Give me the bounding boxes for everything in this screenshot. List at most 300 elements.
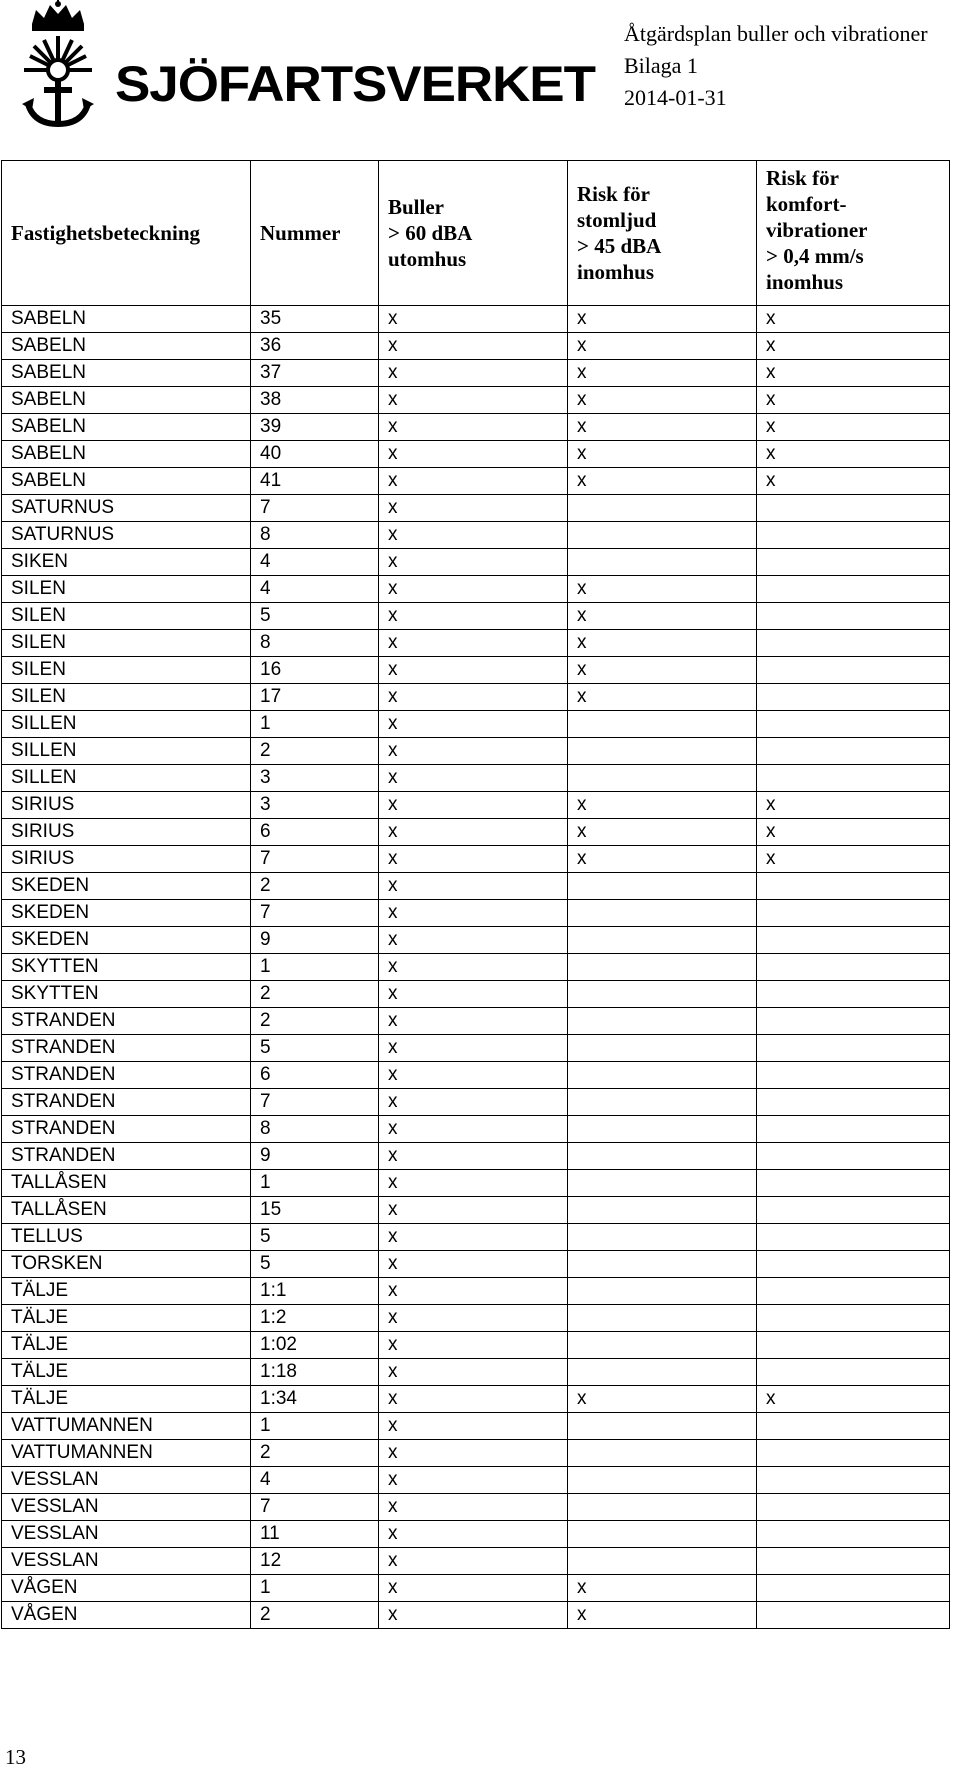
table-row: [2, 1521, 950, 1548]
cell-number: 39: [251, 414, 379, 441]
cell-structure-borne-noise-risk: [568, 765, 757, 792]
cell-comfort-vibration-risk: [757, 711, 950, 738]
table-row: [2, 1170, 950, 1197]
cell-comfort-vibration-risk: x: [757, 387, 950, 414]
cell-noise-outdoor: x: [379, 549, 568, 576]
cell-number: 7: [251, 846, 379, 873]
cell-property-designation: SABELN: [2, 333, 251, 360]
cell-noise-outdoor: x: [379, 846, 568, 873]
cell-structure-borne-noise-risk: [568, 1548, 757, 1575]
cell-comfort-vibration-risk: [757, 1035, 950, 1062]
table-row: [2, 630, 950, 657]
cell-structure-borne-noise-risk: x: [568, 603, 757, 630]
cell-property-designation: VESSLAN: [2, 1467, 251, 1494]
cell-structure-borne-noise-risk: [568, 1467, 757, 1494]
cell-number: 2: [251, 1008, 379, 1035]
table-row: [2, 900, 950, 927]
cell-comfort-vibration-risk: [757, 1359, 950, 1386]
cell-comfort-vibration-risk: x: [757, 846, 950, 873]
column-header-line: utomhus: [388, 247, 467, 271]
cell-number: 1: [251, 1170, 379, 1197]
cell-property-designation: SILEN: [2, 603, 251, 630]
cell-noise-outdoor: x: [379, 1602, 568, 1629]
cell-structure-borne-noise-risk: [568, 549, 757, 576]
column-header-comfort-vibration-risk: [757, 161, 950, 306]
cell-noise-outdoor: x: [379, 1062, 568, 1089]
cell-property-designation: TÄLJE: [2, 1386, 251, 1413]
cell-noise-outdoor: x: [379, 1386, 568, 1413]
document-date: 2014-01-31: [624, 85, 727, 110]
cell-noise-outdoor: x: [379, 1575, 568, 1602]
cell-property-designation: SILLEN: [2, 738, 251, 765]
cell-property-designation: SABELN: [2, 414, 251, 441]
cell-structure-borne-noise-risk: [568, 954, 757, 981]
cell-property-designation: SABELN: [2, 468, 251, 495]
table-row: [2, 738, 950, 765]
cell-property-designation: STRANDEN: [2, 1008, 251, 1035]
table-row: [2, 468, 950, 495]
cell-property-designation: SABELN: [2, 387, 251, 414]
cell-number: 2: [251, 981, 379, 1008]
table-row: [2, 1548, 950, 1575]
cell-property-designation: VESSLAN: [2, 1494, 251, 1521]
property-table: [1, 160, 950, 1629]
cell-structure-borne-noise-risk: [568, 1008, 757, 1035]
cell-noise-outdoor: x: [379, 1035, 568, 1062]
cell-noise-outdoor: x: [379, 1224, 568, 1251]
cell-property-designation: STRANDEN: [2, 1089, 251, 1116]
cell-number: 4: [251, 1467, 379, 1494]
org-name: SJÖFARTSVERKET: [115, 56, 595, 112]
cell-structure-borne-noise-risk: [568, 1143, 757, 1170]
cell-noise-outdoor: x: [379, 873, 568, 900]
table-row: [2, 1278, 950, 1305]
cell-number: 12: [251, 1548, 379, 1575]
crown-anchor-emblem-icon: [10, 0, 110, 130]
cell-noise-outdoor: x: [379, 576, 568, 603]
cell-structure-borne-noise-risk: [568, 1413, 757, 1440]
cell-structure-borne-noise-risk: [568, 900, 757, 927]
cell-comfort-vibration-risk: [757, 495, 950, 522]
table-row: [2, 819, 950, 846]
cell-number: 7: [251, 1494, 379, 1521]
cell-noise-outdoor: x: [379, 414, 568, 441]
cell-structure-borne-noise-risk: [568, 522, 757, 549]
cell-noise-outdoor: x: [379, 1143, 568, 1170]
cell-number: 1: [251, 954, 379, 981]
cell-property-designation: SKEDEN: [2, 873, 251, 900]
cell-comfort-vibration-risk: [757, 900, 950, 927]
cell-property-designation: SILLEN: [2, 765, 251, 792]
cell-comfort-vibration-risk: [757, 1170, 950, 1197]
cell-comfort-vibration-risk: [757, 1224, 950, 1251]
cell-number: 2: [251, 1440, 379, 1467]
cell-structure-borne-noise-risk: x: [568, 360, 757, 387]
cell-number: 3: [251, 765, 379, 792]
table-row: [2, 1089, 950, 1116]
cell-structure-borne-noise-risk: [568, 1278, 757, 1305]
table-row: [2, 927, 950, 954]
cell-property-designation: TÄLJE: [2, 1278, 251, 1305]
cell-number: 2: [251, 1602, 379, 1629]
cell-noise-outdoor: x: [379, 1413, 568, 1440]
document-title: Åtgärdsplan buller och vibrationer: [624, 21, 928, 46]
table-row: [2, 711, 950, 738]
cell-structure-borne-noise-risk: x: [568, 657, 757, 684]
cell-noise-outdoor: x: [379, 441, 568, 468]
cell-noise-outdoor: x: [379, 927, 568, 954]
table-row: [2, 1143, 950, 1170]
table-row: [2, 441, 950, 468]
cell-comfort-vibration-risk: [757, 657, 950, 684]
cell-structure-borne-noise-risk: [568, 1224, 757, 1251]
cell-number: 4: [251, 549, 379, 576]
cell-number: 2: [251, 873, 379, 900]
table-row: [2, 954, 950, 981]
cell-comfort-vibration-risk: [757, 630, 950, 657]
cell-comfort-vibration-risk: x: [757, 333, 950, 360]
cell-comfort-vibration-risk: [757, 873, 950, 900]
cell-structure-borne-noise-risk: x: [568, 387, 757, 414]
cell-property-designation: SILEN: [2, 684, 251, 711]
cell-structure-borne-noise-risk: x: [568, 414, 757, 441]
column-header-property-designation: [2, 161, 251, 306]
table-row: [2, 414, 950, 441]
cell-comfort-vibration-risk: [757, 1440, 950, 1467]
table-row: [2, 360, 950, 387]
cell-structure-borne-noise-risk: [568, 1170, 757, 1197]
cell-property-designation: SILEN: [2, 630, 251, 657]
column-header-line: Risk för: [577, 182, 650, 206]
cell-comfort-vibration-risk: [757, 1548, 950, 1575]
table-row: [2, 306, 950, 333]
column-header-line: vibrationer: [766, 218, 868, 242]
cell-property-designation: SATURNUS: [2, 522, 251, 549]
cell-noise-outdoor: x: [379, 1440, 568, 1467]
cell-number: 3: [251, 792, 379, 819]
cell-noise-outdoor: x: [379, 981, 568, 1008]
column-header-line: inomhus: [766, 270, 844, 294]
cell-comfort-vibration-risk: x: [757, 792, 950, 819]
cell-noise-outdoor: x: [379, 1197, 568, 1224]
cell-property-designation: TORSKEN: [2, 1251, 251, 1278]
cell-noise-outdoor: x: [379, 1494, 568, 1521]
cell-number: 7: [251, 900, 379, 927]
column-header-noise-outdoor: [379, 161, 568, 306]
table-row: [2, 1062, 950, 1089]
cell-property-designation: TÄLJE: [2, 1332, 251, 1359]
cell-property-designation: SABELN: [2, 360, 251, 387]
table-row: [2, 1251, 950, 1278]
cell-number: 9: [251, 1143, 379, 1170]
cell-comfort-vibration-risk: [757, 954, 950, 981]
cell-noise-outdoor: x: [379, 819, 568, 846]
cell-structure-borne-noise-risk: [568, 1305, 757, 1332]
table-row: [2, 1575, 950, 1602]
cell-property-designation: VESSLAN: [2, 1521, 251, 1548]
cell-structure-borne-noise-risk: x: [568, 684, 757, 711]
cell-property-designation: STRANDEN: [2, 1035, 251, 1062]
cell-noise-outdoor: x: [379, 1521, 568, 1548]
cell-comfort-vibration-risk: [757, 1197, 950, 1224]
cell-structure-borne-noise-risk: [568, 981, 757, 1008]
table-row: [2, 1116, 950, 1143]
cell-property-designation: TÄLJE: [2, 1305, 251, 1332]
cell-property-designation: VATTUMANNEN: [2, 1413, 251, 1440]
cell-noise-outdoor: x: [379, 1332, 568, 1359]
column-header-line: stomljud: [577, 208, 657, 232]
cell-comfort-vibration-risk: [757, 1575, 950, 1602]
cell-structure-borne-noise-risk: [568, 711, 757, 738]
cell-property-designation: SKEDEN: [2, 900, 251, 927]
cell-comfort-vibration-risk: [757, 1413, 950, 1440]
cell-comfort-vibration-risk: x: [757, 1386, 950, 1413]
cell-noise-outdoor: x: [379, 1359, 568, 1386]
table-row: [2, 1602, 950, 1629]
cell-noise-outdoor: x: [379, 630, 568, 657]
cell-comfort-vibration-risk: [757, 1089, 950, 1116]
cell-property-designation: VÅGEN: [2, 1575, 251, 1602]
cell-comfort-vibration-risk: [757, 549, 950, 576]
cell-number: 15: [251, 1197, 379, 1224]
table-row: [2, 387, 950, 414]
table-row: [2, 333, 950, 360]
cell-property-designation: TÄLJE: [2, 1359, 251, 1386]
table-row: [2, 846, 950, 873]
cell-comfort-vibration-risk: [757, 1143, 950, 1170]
cell-noise-outdoor: x: [379, 711, 568, 738]
cell-number: 1: [251, 711, 379, 738]
cell-comfort-vibration-risk: [757, 1467, 950, 1494]
cell-number: 2: [251, 738, 379, 765]
cell-property-designation: SILLEN: [2, 711, 251, 738]
cell-noise-outdoor: x: [379, 387, 568, 414]
cell-structure-borne-noise-risk: x: [568, 792, 757, 819]
document-header: [624, 18, 928, 114]
cell-number: 17: [251, 684, 379, 711]
cell-comfort-vibration-risk: [757, 738, 950, 765]
cell-property-designation: SKYTTEN: [2, 954, 251, 981]
cell-property-designation: TALLÅSEN: [2, 1197, 251, 1224]
column-header-line: inomhus: [577, 260, 655, 284]
cell-noise-outdoor: x: [379, 765, 568, 792]
table-row: [2, 792, 950, 819]
table-header-row: [2, 161, 950, 306]
cell-comfort-vibration-risk: [757, 603, 950, 630]
column-header-line: > 0,4 mm/s: [766, 244, 864, 268]
cell-comfort-vibration-risk: x: [757, 414, 950, 441]
cell-noise-outdoor: x: [379, 684, 568, 711]
cell-property-designation: SKEDEN: [2, 927, 251, 954]
cell-noise-outdoor: x: [379, 495, 568, 522]
cell-comfort-vibration-risk: [757, 1602, 950, 1629]
cell-property-designation: VÅGEN: [2, 1602, 251, 1629]
cell-number: 1: [251, 1413, 379, 1440]
table-row: [2, 522, 950, 549]
column-header-line: Fastighetsbeteckning: [11, 221, 200, 245]
table-row: [2, 657, 950, 684]
cell-number: 8: [251, 522, 379, 549]
cell-property-designation: SABELN: [2, 441, 251, 468]
table-row: [2, 576, 950, 603]
cell-structure-borne-noise-risk: x: [568, 1575, 757, 1602]
column-header-structure-borne-noise-risk: [568, 161, 757, 306]
cell-number: 4: [251, 576, 379, 603]
cell-number: 37: [251, 360, 379, 387]
cell-noise-outdoor: x: [379, 1251, 568, 1278]
column-header-line: > 45 dBA: [577, 234, 662, 258]
cell-structure-borne-noise-risk: x: [568, 1602, 757, 1629]
cell-structure-borne-noise-risk: [568, 1062, 757, 1089]
cell-property-designation: SABELN: [2, 306, 251, 333]
column-header-line: Buller: [388, 195, 444, 219]
cell-property-designation: SIRIUS: [2, 819, 251, 846]
cell-comfort-vibration-risk: [757, 981, 950, 1008]
cell-property-designation: STRANDEN: [2, 1062, 251, 1089]
cell-number: 6: [251, 1062, 379, 1089]
cell-noise-outdoor: x: [379, 1278, 568, 1305]
cell-number: 1: [251, 1575, 379, 1602]
cell-number: 6: [251, 819, 379, 846]
cell-comfort-vibration-risk: [757, 1008, 950, 1035]
cell-property-designation: TELLUS: [2, 1224, 251, 1251]
cell-number: 9: [251, 927, 379, 954]
table-row: [2, 1467, 950, 1494]
cell-structure-borne-noise-risk: [568, 1035, 757, 1062]
table-row: [2, 1440, 950, 1467]
cell-number: 1:34: [251, 1386, 379, 1413]
cell-number: 35: [251, 306, 379, 333]
column-header-line: Nummer: [260, 221, 341, 245]
cell-number: 5: [251, 1251, 379, 1278]
cell-comfort-vibration-risk: [757, 1251, 950, 1278]
cell-property-designation: SKYTTEN: [2, 981, 251, 1008]
cell-number: 11: [251, 1521, 379, 1548]
cell-number: 5: [251, 1224, 379, 1251]
cell-structure-borne-noise-risk: x: [568, 306, 757, 333]
table-row: [2, 1305, 950, 1332]
cell-noise-outdoor: x: [379, 1305, 568, 1332]
cell-comfort-vibration-risk: [757, 1332, 950, 1359]
cell-noise-outdoor: x: [379, 360, 568, 387]
appendix-label: Bilaga 1: [624, 53, 698, 78]
cell-structure-borne-noise-risk: [568, 1332, 757, 1359]
page-number: 13: [5, 1745, 26, 1769]
cell-structure-borne-noise-risk: x: [568, 441, 757, 468]
cell-comfort-vibration-risk: x: [757, 468, 950, 495]
cell-property-designation: VATTUMANNEN: [2, 1440, 251, 1467]
cell-comfort-vibration-risk: [757, 1116, 950, 1143]
cell-comfort-vibration-risk: [757, 765, 950, 792]
cell-structure-borne-noise-risk: x: [568, 1386, 757, 1413]
cell-property-designation: SATURNUS: [2, 495, 251, 522]
cell-property-designation: SIKEN: [2, 549, 251, 576]
cell-noise-outdoor: x: [379, 738, 568, 765]
cell-number: 5: [251, 1035, 379, 1062]
cell-number: 1:1: [251, 1278, 379, 1305]
table-row: [2, 981, 950, 1008]
table-row: [2, 1197, 950, 1224]
cell-structure-borne-noise-risk: [568, 1089, 757, 1116]
table-row: [2, 1332, 950, 1359]
table-row: [2, 495, 950, 522]
table-row: [2, 1413, 950, 1440]
cell-comfort-vibration-risk: [757, 1062, 950, 1089]
cell-structure-borne-noise-risk: [568, 1251, 757, 1278]
cell-noise-outdoor: x: [379, 1548, 568, 1575]
cell-number: 1:18: [251, 1359, 379, 1386]
cell-noise-outdoor: x: [379, 792, 568, 819]
table-row: [2, 1224, 950, 1251]
cell-comfort-vibration-risk: [757, 1278, 950, 1305]
cell-structure-borne-noise-risk: [568, 1440, 757, 1467]
cell-structure-borne-noise-risk: x: [568, 819, 757, 846]
cell-number: 7: [251, 495, 379, 522]
sjofartsverket-logo: [10, 0, 595, 130]
column-header-line: > 60 dBA: [388, 221, 473, 245]
cell-structure-borne-noise-risk: x: [568, 630, 757, 657]
cell-property-designation: SIRIUS: [2, 846, 251, 873]
cell-number: 38: [251, 387, 379, 414]
cell-comfort-vibration-risk: x: [757, 819, 950, 846]
cell-number: 40: [251, 441, 379, 468]
table-row: [2, 765, 950, 792]
cell-noise-outdoor: x: [379, 954, 568, 981]
cell-noise-outdoor: x: [379, 468, 568, 495]
cell-number: 5: [251, 603, 379, 630]
cell-property-designation: SIRIUS: [2, 792, 251, 819]
cell-property-designation: STRANDEN: [2, 1143, 251, 1170]
cell-structure-borne-noise-risk: x: [568, 468, 757, 495]
cell-structure-borne-noise-risk: x: [568, 846, 757, 873]
cell-number: 8: [251, 630, 379, 657]
table-row: [2, 1008, 950, 1035]
table-row: [2, 603, 950, 630]
cell-noise-outdoor: x: [379, 333, 568, 360]
cell-structure-borne-noise-risk: [568, 1494, 757, 1521]
cell-noise-outdoor: x: [379, 1170, 568, 1197]
table-row: [2, 549, 950, 576]
cell-comfort-vibration-risk: [757, 684, 950, 711]
column-header-number: [251, 161, 379, 306]
cell-property-designation: TALLÅSEN: [2, 1170, 251, 1197]
cell-structure-borne-noise-risk: [568, 495, 757, 522]
cell-comfort-vibration-risk: [757, 1494, 950, 1521]
table-row: [2, 1386, 950, 1413]
table-row: [2, 1035, 950, 1062]
cell-comfort-vibration-risk: [757, 927, 950, 954]
cell-property-designation: SILEN: [2, 657, 251, 684]
cell-comfort-vibration-risk: [757, 522, 950, 549]
cell-noise-outdoor: x: [379, 1089, 568, 1116]
column-header-line: komfort-: [766, 192, 847, 216]
cell-property-designation: SILEN: [2, 576, 251, 603]
cell-property-designation: VESSLAN: [2, 1548, 251, 1575]
cell-structure-borne-noise-risk: x: [568, 576, 757, 603]
cell-number: 41: [251, 468, 379, 495]
cell-number: 1:2: [251, 1305, 379, 1332]
cell-noise-outdoor: x: [379, 1008, 568, 1035]
cell-structure-borne-noise-risk: [568, 1359, 757, 1386]
cell-structure-borne-noise-risk: [568, 927, 757, 954]
cell-number: 7: [251, 1089, 379, 1116]
table-row: [2, 684, 950, 711]
cell-structure-borne-noise-risk: [568, 1116, 757, 1143]
cell-number: 36: [251, 333, 379, 360]
cell-noise-outdoor: x: [379, 306, 568, 333]
cell-number: 1:02: [251, 1332, 379, 1359]
cell-property-designation: STRANDEN: [2, 1116, 251, 1143]
